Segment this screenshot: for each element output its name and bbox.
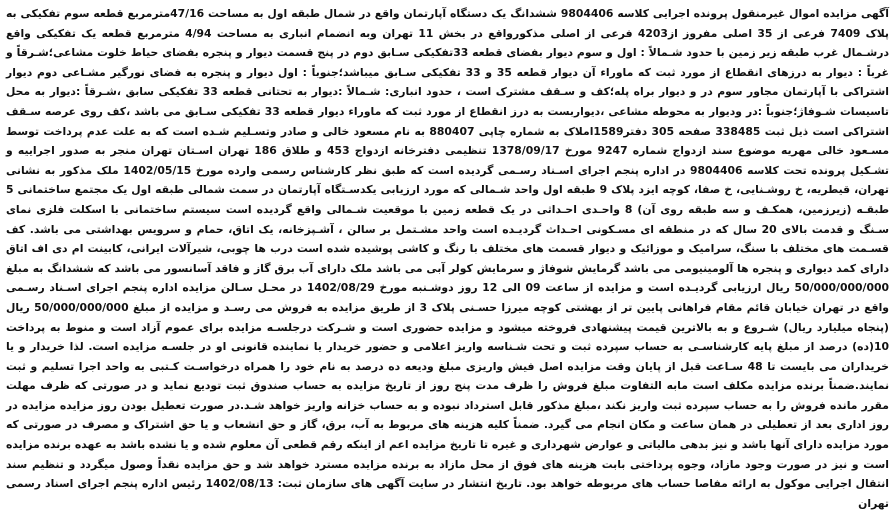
auction-notice-text: آگهی مزایده اموال غیرمنقول پرونده اجرایی کلاسه 9804406 ششدانگ یک دستگاه آپارتمان واقع در شمال طبقه اول به مساحت 47/16مترمربع قطعه سوم تفکیکی به پلاک 7409 فرعی از 35 اصلی مفروز از4203 فرعی از اصلی مذکورواقع در بخش 11 تهران وبه انضمام انباری به مساحت 4/94 مترمربع قطعه یک تفکیکی واقع درشـمال غرب طبقه زیر زمین با حدود شـمالاً : اول و سوم دیوار بفضای قطعه 33تفکیکی سـابق دوم در پنج قسمت دیوار و پنجره بفضای حیاط خلوت مشاعی؛شـرقاً و غرباً : دیوار به درزهای انقطاع از مورد ثبت که ماوراء آن دیوار قطعه 35 و 33 تفکیکی سـابق میباشد؛جنوباً : اول دیوار و پنجره به فضای نورگیر مشـاعی دوم دیوار اشتراکی با آپارتمان مجاور سوم در و دیوار براه پله؛کف و سـقف مشترک است ، حدود انباری: شـمالاً :دیوار به تحتانی قطعه 33 تفکیکی سابق ،شـرقاً :دیوار به محل تاسیسات شـوفاژ؛جنوباً :در ودیوار به محوطه مشاعی ،دیواربست به درز انقطاع از مورد ثبت که ماوراء دیوار قطعه 33 تفکیکی سـابق می باشد ،کف روی عرصه سـقف اشتراکی است ذیل ثبت 338485 صفحه 305 دفتر1589املاک به شماره چاپی 880407 به نام مسعود خالی و صادر وتسـلیم شـده است که به علت عدم پرداخت توسط مسـعود خالی مهریه موضوع سند ازدواج شماره 9247 مورخ 1378/09/17 تنظیمی دفترخانه ازدواج 453 و طلاق 186 تهران اسـتان تهران منجر به صدور اجراییه و تشـکیل پرونده تحت کلاسه 9804406 در اداره پنجم اجرای اسـناد رسـمی گردیده است که طبق نظر کارشناس رسمی وارده مورخ 1402/05/15 ملک مذکور به نشانی تهران، قیطریه، خ روشـنایی، خ صفا، کوچه ایزد پلاک 9 طبقه اول واحد شـمالی که مورد ارزیابی یکدسـتگاه آپارتمان در سمت شمالی طبقه اول یک مجتمع ساختمانی 5 طبقـه (زیرزمین، همکـف و سه طبقه روی آن) 8 واحـدی احـداثی در یک قطعه زمین با موقعیت شـمالی واقع گردیده است سیستم ساختمانی با اسکلت فلزی نمای سـنگ و قدمت بالای 20 سال که در منطقه ای مسـکونی احـداث گردیـده است واحد مشـتمل بر سالن ، آشـپزخانه، یک اتاق، حمام و سرویس بهداشتی می باشد. کف قسـمت های مختلف با سنگ، سرامیک و موزائیک و دیوار قسمت های مختلف با رنگ و کاشی پوشیده شده است درب ها چوبی، شیرآلات ایرانی، کابینت ام دی اف اتاق دارای کمد دیواری و پنجره ها آلومینیومی می باشد گرمایش شوفاژ و سرمایش کولر آبی می باشد ملک دارای آب برق گاز و فاقد آسانسور می باشد که ششدانگ به مبلغ 50/000/000/000 ریال ارزیابی گردیـده است و مزایده از ساعت 09 الی 12 روز دوشـنبه مورخ 1402/08/29 در محـل سـالن مزایده اداره پنجم اجرای اسـناد رسـمی واقع در تهران خیابان قائم مقام فراهانی پایین تر از بهشتی کوچه میرزا حسـنی پلاک 3 از طریق مزایده به فروش می رسـد و مزایده از مبلغ 50/000/000/000 ریال (پنجاه میلیارد ریال) شـروع و به بالاترین قیمت پیشنهادی فروخته میشود و مزایده حضوری است و شـرکت درجلسـه مزایده برای عموم آزاد است و منوط به پرداخت 10(ده) درصد از مبلغ پایه کارشناسـی به حساب سپرده ثبت و تحت شـناسه واریز اعلامی و حضور خریدار یا نماینده قانونی او در جلسـه مزایده است. لذا خریدار و یا خریداران می بایست تا 48 سـاعت قبل از پایان وقت مزایده اصل فیش واریزی مبلغ ودیعه ده درصد به نام خود را همراه درخواسـت کـتبی به واحد اجرا تسلیم و ثبت نمایند.ضمناً برنده مزایده مکلف است مابه التفاوت مبلغ فروش را ظرف مدت پنج روز از تاریخ مزایده به حساب صندوق ثبت تودیع نماید و در صورتی که ظرف مهلت مقرر مانده فروش را به حساب سپرده ثبت واریز نکند ،مبلغ مذکور قابل استرداد نبوده و به حساب خزانه واریز خواهد شـد.در صورت تعطیل بودن روز مزایده مزایده در روز اداری بعد از تعطیلی در همان ساعت و مکان انجام می گیرد. ضمناً کلیه هزینه های مربوط به آب، برق، گاز و حق انشعاب و یا حق اشتراک و مصرف در صورتی که مورد مزایده دارای آنها باشد و نیز بدهی مالیاتی و عوارض شهرداری و غیره تا تاریخ مزایده اعم از اینکه رقم قطعی آن معلوم شده و یا نشده باشد به عهده برنده مزایده است و نیز در صورت وجود مازاد، وجوه پرداختی بابت هزینه های فوق از محل مازاد به برنده مزایده مسترد خواهد شد و حق مزایده نقداً وصول میگردد و تنظیم سند انتقال اجرایی موکول به ارائه مفاصا حساب های مربوطه خواهد بود. تاریخ انتشار در سایت آگهی های سازمان ثبت: 1402/08/13 رئیس اداره پنجم اجرای اسناد رسمی تهران	[6, 7, 890, 510]
